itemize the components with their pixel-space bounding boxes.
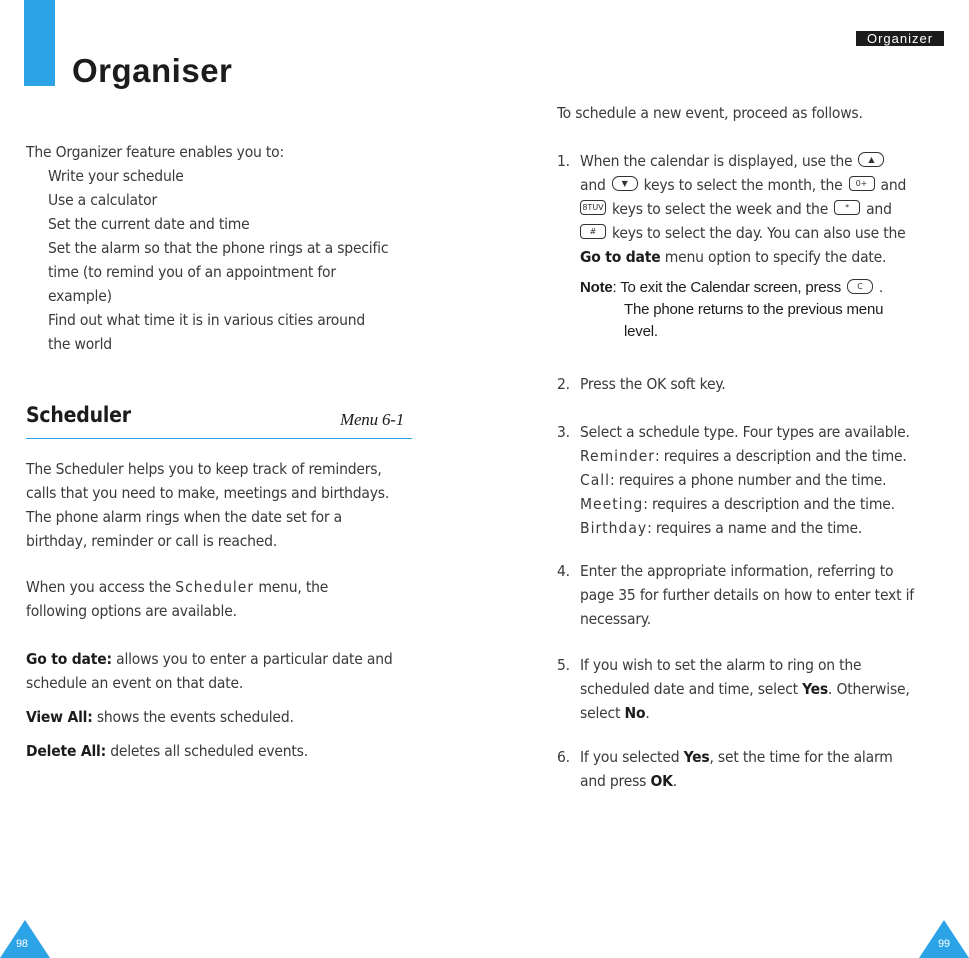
option-yes: Yes [802, 680, 829, 698]
note-line [580, 277, 906, 299]
step-5 [557, 653, 910, 725]
step-number: 6. [557, 748, 570, 766]
step-line [557, 745, 893, 769]
text-span: Press the OK soft key. [580, 375, 726, 393]
list-item: the world [48, 335, 112, 353]
step-line [557, 372, 725, 396]
option-delete-all [26, 739, 393, 763]
type-name: Birthday [580, 519, 648, 537]
step-6 [557, 745, 893, 793]
option-text: schedule an event on that date. [26, 674, 244, 692]
text-span: If you wish to set the alarm to ring on the [580, 656, 862, 674]
eight-key-icon: 8TUV [580, 200, 606, 215]
text-span: When the calendar is displayed, use the [580, 152, 853, 170]
option-ok: OK [650, 772, 673, 790]
step-number: 3. [557, 423, 570, 441]
text-span: : requires a phone number and the time. [610, 471, 887, 489]
text-span: : requires a description and the time. [643, 495, 895, 513]
text-span: select [580, 704, 625, 722]
step-line [557, 559, 914, 583]
option-text: allows you to enter a particular date and [111, 650, 393, 668]
list-item: Use a calculator [48, 191, 157, 209]
text-span: and [880, 176, 907, 194]
option-view-all [26, 705, 393, 729]
text-span: Select a schedule type. Four types are available. [580, 423, 910, 441]
page-number-right: 99 [938, 938, 950, 950]
type-name: Meeting [580, 495, 644, 513]
down-key-icon: ▼ [612, 176, 638, 191]
step-line [557, 149, 906, 173]
text-span: . [879, 279, 883, 296]
text-span: : To exit the Calendar screen, press [612, 279, 842, 296]
step-number: 1. [557, 152, 570, 170]
star-key-icon: * [834, 200, 860, 215]
note-label: Note [580, 279, 613, 296]
list-item: example) [48, 287, 112, 305]
menu-option-name: Go to date [580, 248, 661, 266]
text-span: keys to select the week and the [612, 200, 829, 218]
option-goto-date [26, 647, 393, 671]
option-yes: Yes [683, 748, 710, 766]
text-span: and press [580, 772, 651, 790]
option-label: View All: [26, 708, 93, 726]
text-span: If you selected [580, 748, 684, 766]
paragraph-line: birthday, reminder or call is reached. [26, 532, 278, 550]
step-line [557, 173, 906, 197]
list-item: Set the current date and time [48, 215, 250, 233]
step-line: page 35 for further details on how to enter text if [580, 586, 914, 604]
step-line [557, 653, 910, 677]
option-no: No [624, 704, 646, 722]
option-text: shows the events scheduled. [92, 708, 294, 726]
right-intro: To schedule a new event, proceed as follows. [557, 104, 863, 122]
text-span: keys to select the day. You can also use the [612, 224, 906, 242]
note-line: The phone returns to the previous menu [624, 301, 884, 318]
zero-key-icon: 0+ [849, 176, 875, 191]
step-number: 4. [557, 562, 570, 580]
accent-bar [24, 0, 55, 86]
hash-key-icon: # [580, 224, 606, 239]
step-4 [557, 559, 914, 631]
access-paragraph [26, 575, 328, 623]
type-name: Call [580, 471, 611, 489]
options-list [26, 647, 393, 763]
step-line: necessary. [580, 610, 651, 628]
heading-rule [26, 438, 412, 439]
option-label: Delete All: [26, 742, 106, 760]
step-number: 5. [557, 656, 570, 674]
paragraph-line: following options are available. [26, 602, 237, 620]
paragraph-line [26, 575, 328, 599]
text-span: and [866, 200, 892, 218]
up-key-icon: ▲ [858, 152, 884, 167]
text-span: : requires a name and the time. [647, 519, 863, 537]
page-title: Organiser [72, 52, 233, 89]
list-item: Write your schedule [48, 167, 184, 185]
clear-key-icon: C [847, 279, 873, 294]
text-span: : requires a description and the time. [655, 447, 907, 465]
step-line [557, 221, 906, 245]
intro-text: The Organizer feature enables you to: [26, 143, 285, 161]
note-line: level. [624, 323, 658, 340]
text-span: When you access the [26, 578, 176, 596]
paragraph-line: The Scheduler helps you to keep track of reminders, [26, 460, 382, 478]
scheduler-description [26, 457, 389, 553]
scheduler-heading: Scheduler [26, 403, 131, 427]
step-line [557, 245, 906, 269]
list-item: Find out what time it is in various cities around [48, 311, 366, 329]
schedule-type-call [557, 468, 910, 492]
type-name: Reminder [580, 447, 656, 465]
text-span: , set the time for the alarm [709, 748, 893, 766]
paragraph-line: calls that you need to make, meetings and birthdays. [26, 484, 390, 502]
text-span: . Otherwise, [828, 680, 910, 698]
text-span: and [580, 176, 606, 194]
step-1 [557, 149, 906, 343]
schedule-type-meeting [557, 492, 910, 516]
text-span: menu, the [254, 578, 329, 596]
menu-reference: Menu 6-1 [340, 410, 405, 429]
menu-name: Scheduler [175, 578, 255, 596]
step-line [557, 701, 910, 725]
step-line [557, 197, 906, 221]
step-line [557, 677, 910, 701]
paragraph-line: The phone alarm rings when the date set for a [26, 508, 343, 526]
note-block [557, 277, 906, 343]
text-span: keys to select the month, the [643, 176, 843, 194]
step-3 [557, 420, 910, 540]
list-item: time (to remind you of an appointment for [48, 263, 336, 281]
section-badge: Organizer [856, 31, 944, 46]
schedule-type-reminder [557, 444, 910, 468]
text-span: . [672, 772, 677, 790]
intro-block [26, 140, 388, 356]
option-text: deletes all scheduled events. [105, 742, 308, 760]
step-line [557, 769, 893, 793]
step-2 [557, 372, 725, 396]
page-number-left: 98 [16, 938, 28, 950]
option-label: Go to date: [26, 650, 112, 668]
step-line [557, 420, 910, 444]
list-item: Set the alarm so that the phone rings at a specific [48, 239, 389, 257]
schedule-type-birthday [557, 516, 910, 540]
step-number: 2. [557, 375, 570, 393]
text-span: Enter the appropriate information, referring to [580, 562, 894, 580]
text-span: menu option to specify the date. [660, 248, 887, 266]
text-span: scheduled date and time, select [580, 680, 803, 698]
text-span: . [645, 704, 650, 722]
